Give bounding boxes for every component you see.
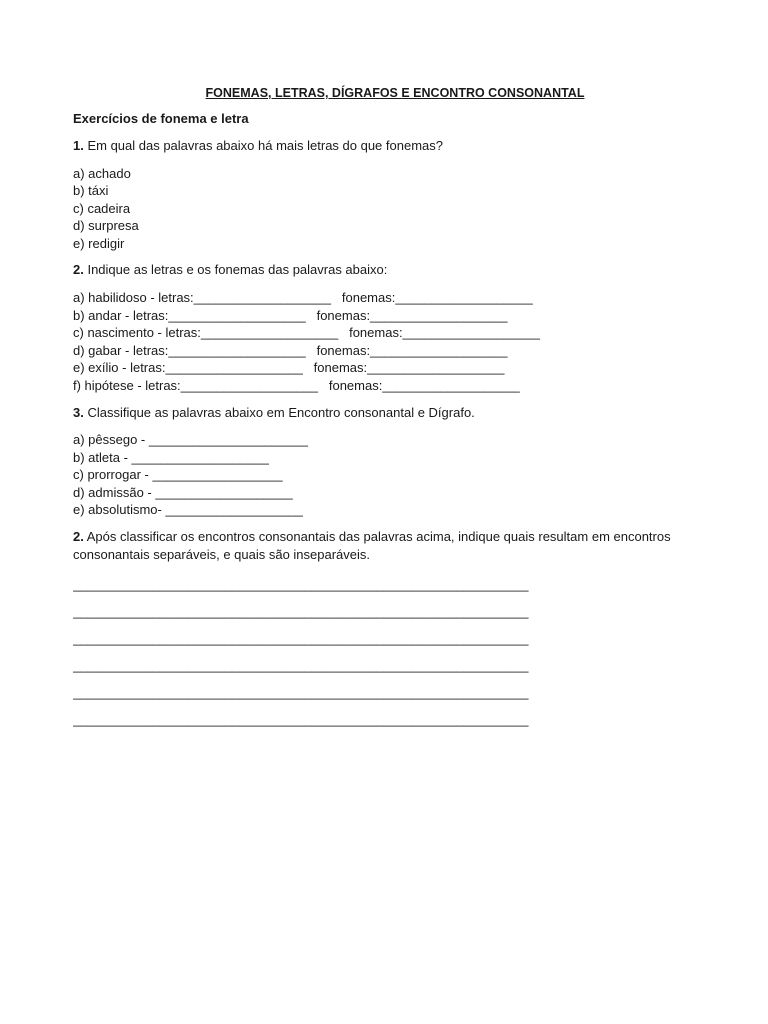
page-title: FONEMAS, LETRAS, DÍGRAFOS E ENCONTRO CONSONANTAL: [205, 86, 585, 100]
question-3-rows: [73, 431, 703, 519]
letters-phonemes-row-e[interactable]: e) exílio - letras:___________________ fonemas:___________________: [73, 360, 505, 376]
question-number: 2.: [73, 529, 84, 544]
classify-row-d[interactable]: d) admissão - ___________________: [73, 484, 293, 500]
section-subtitle: Exercícios de fonema e letra: [73, 111, 249, 126]
answer-lines: [73, 576, 703, 738]
question-number: 2.: [73, 262, 84, 278]
question-1: [73, 137, 703, 155]
question-number: 3.: [73, 404, 84, 420]
option-e: e) redigir: [73, 235, 125, 251]
question-2: [73, 261, 703, 279]
classify-row-e[interactable]: e) absolutismo- ___________________: [73, 502, 303, 518]
letters-phonemes-row-a[interactable]: a) habilidoso - letras:___________________ fonemas:___________________: [73, 289, 533, 305]
letters-phonemes-row-f[interactable]: f) hipótese - letras:___________________ fonemas:___________________: [73, 377, 520, 393]
answer-line[interactable]: _______________________________________________________________: [73, 604, 529, 619]
question-text: Classifique as palavras abaixo em Encontro consonantal e Dígrafo.: [83, 404, 475, 420]
question-text: Após classificar os encontros consonantais das palavras acima, indique quais resultam em encontros consonantais separáveis, e quais são inseparáveis.: [73, 529, 671, 562]
answer-line[interactable]: _______________________________________________________________: [73, 712, 529, 727]
classify-row-a[interactable]: a) pêssego - ______________________: [73, 432, 308, 448]
question-2-rows: [73, 289, 703, 395]
letters-phonemes-row-d[interactable]: d) gabar - letras:___________________ fonemas:___________________: [73, 342, 508, 358]
answer-line[interactable]: _______________________________________________________________: [73, 631, 529, 646]
question-number: 1.: [73, 138, 84, 153]
worksheet-page: [73, 86, 703, 738]
letters-phonemes-row-b[interactable]: b) andar - letras:___________________ fonemas:___________________: [73, 307, 508, 323]
answer-line[interactable]: _______________________________________________________________: [73, 685, 529, 700]
question-1-options: [73, 165, 703, 253]
question-3: [73, 404, 703, 422]
question-4: [73, 528, 703, 563]
classify-row-b[interactable]: b) atleta - ___________________: [73, 449, 269, 465]
classify-row-c[interactable]: c) prorrogar - __________________: [73, 467, 283, 483]
letters-phonemes-row-c[interactable]: c) nascimento - letras:___________________ fonemas:___________________: [73, 325, 540, 341]
question-text: Indique as letras e os fonemas das palavras abaixo:: [83, 262, 388, 278]
question-text: Em qual das palavras abaixo há mais letras do que fonemas?: [83, 138, 443, 153]
option-c: c) cadeira: [73, 200, 131, 216]
option-b: b) táxi: [73, 183, 109, 199]
option-d: d) surpresa: [73, 218, 139, 234]
answer-line[interactable]: _______________________________________________________________: [73, 658, 529, 673]
answer-line[interactable]: _______________________________________________________________: [73, 577, 529, 592]
option-a: a) achado: [73, 165, 131, 181]
